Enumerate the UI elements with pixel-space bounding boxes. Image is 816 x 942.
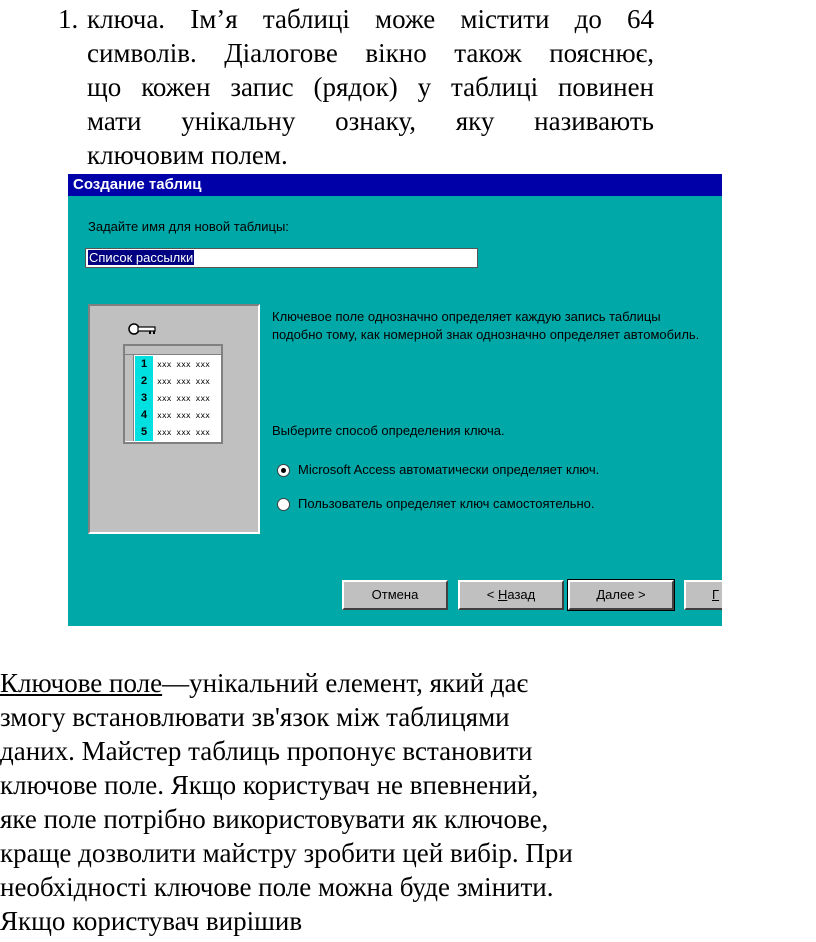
next-button-hotkey: Д	[596, 587, 606, 602]
para-line: змогу встановлювати зв'язок між таблицями	[0, 702, 510, 732]
radio-auto-key-label: Microsoft Access автоматически определяет ключ.	[298, 462, 600, 477]
list-item-text	[87, 2, 654, 172]
sample-row-values: xxx xxx xxx	[157, 411, 210, 420]
cancel-button[interactable]: Отмена	[342, 580, 448, 610]
radio-auto-key[interactable]	[277, 462, 599, 480]
sample-row-number: 2	[135, 373, 153, 390]
list-number: 1.	[58, 4, 79, 34]
finish-button[interactable]	[684, 580, 722, 610]
sample-table-header	[125, 346, 221, 355]
para-line: Якщо користувач вирішив	[0, 906, 303, 936]
sample-row	[135, 407, 221, 424]
list-line: ключа. Ім’я таблиці може містити до 64	[87, 4, 654, 34]
sample-row	[135, 390, 221, 407]
back-button[interactable]	[458, 580, 564, 610]
para-line-rest: —унікальний елемент, який дає	[162, 668, 529, 698]
radio-user-key-label: Пользователь определяет ключ самостоятельно.	[298, 496, 595, 511]
key-icon	[128, 322, 158, 336]
sample-row-values: xxx xxx xxx	[157, 394, 210, 403]
list-line: ключовим полем.	[87, 140, 288, 170]
finish-button-hotkey: Г	[712, 587, 720, 602]
list-line: мати унікальну ознаку, яку називають	[87, 106, 654, 136]
sample-row-number: 5	[135, 424, 153, 441]
back-button-prefix: <	[486, 587, 498, 602]
para-line	[0, 666, 660, 700]
sample-row-values: xxx xxx xxx	[157, 360, 210, 369]
sample-row	[135, 356, 221, 373]
key-field-term: Ключове поле	[0, 668, 163, 698]
list-line: символів. Діалогове вікно також пояснює,	[87, 38, 654, 68]
radio-checked-icon[interactable]	[277, 464, 290, 477]
key-description: Ключевое поле однозначно определяет каждую запись таблицы подобно тому, как номерной знак однозначно определяет автомобиль.	[272, 309, 700, 342]
next-button-label: алее >	[605, 587, 646, 602]
table-name-value: Список рассылки	[89, 250, 194, 265]
sample-row-number: 1	[135, 356, 153, 373]
body-paragraph	[0, 666, 660, 938]
back-button-hotkey: Н	[497, 587, 508, 602]
radio-user-key[interactable]	[277, 496, 595, 514]
para-line: даних. Майстер таблиць пропонує встановити	[0, 736, 533, 766]
next-button[interactable]	[568, 580, 674, 610]
para-line: необхідності ключове поле можна буде змінити.	[0, 872, 554, 902]
sample-row-values: xxx xxx xxx	[157, 428, 210, 437]
sample-row-number: 4	[135, 407, 153, 424]
sample-table-selector	[125, 355, 134, 441]
sample-table-icon	[123, 344, 223, 444]
sample-row-values: xxx xxx xxx	[157, 377, 210, 386]
sample-row	[135, 424, 221, 441]
key-illustration	[88, 304, 260, 534]
back-button-label: азад	[507, 587, 536, 602]
radio-unchecked-icon[interactable]	[277, 498, 290, 511]
table-name-input[interactable]	[85, 248, 478, 268]
table-name-label: Задайте имя для новой таблицы:	[88, 219, 289, 234]
key-method-label: Выберите способ определения ключа.	[272, 423, 505, 438]
list-line: що кожен запис (рядок) у таблиці повинен	[87, 72, 654, 102]
para-line: ключове поле. Якщо користувач не впевнений,	[0, 770, 539, 800]
para-line: яке поле потрібно використовувати як ключове,	[0, 804, 549, 834]
dialog-title: Создание таблиц	[68, 174, 722, 196]
sample-row-number: 3	[135, 390, 153, 407]
para-line: краще дозволити майстру зробити цей вибір. При	[0, 838, 573, 868]
sample-row	[135, 373, 221, 390]
create-table-dialog	[68, 174, 722, 626]
